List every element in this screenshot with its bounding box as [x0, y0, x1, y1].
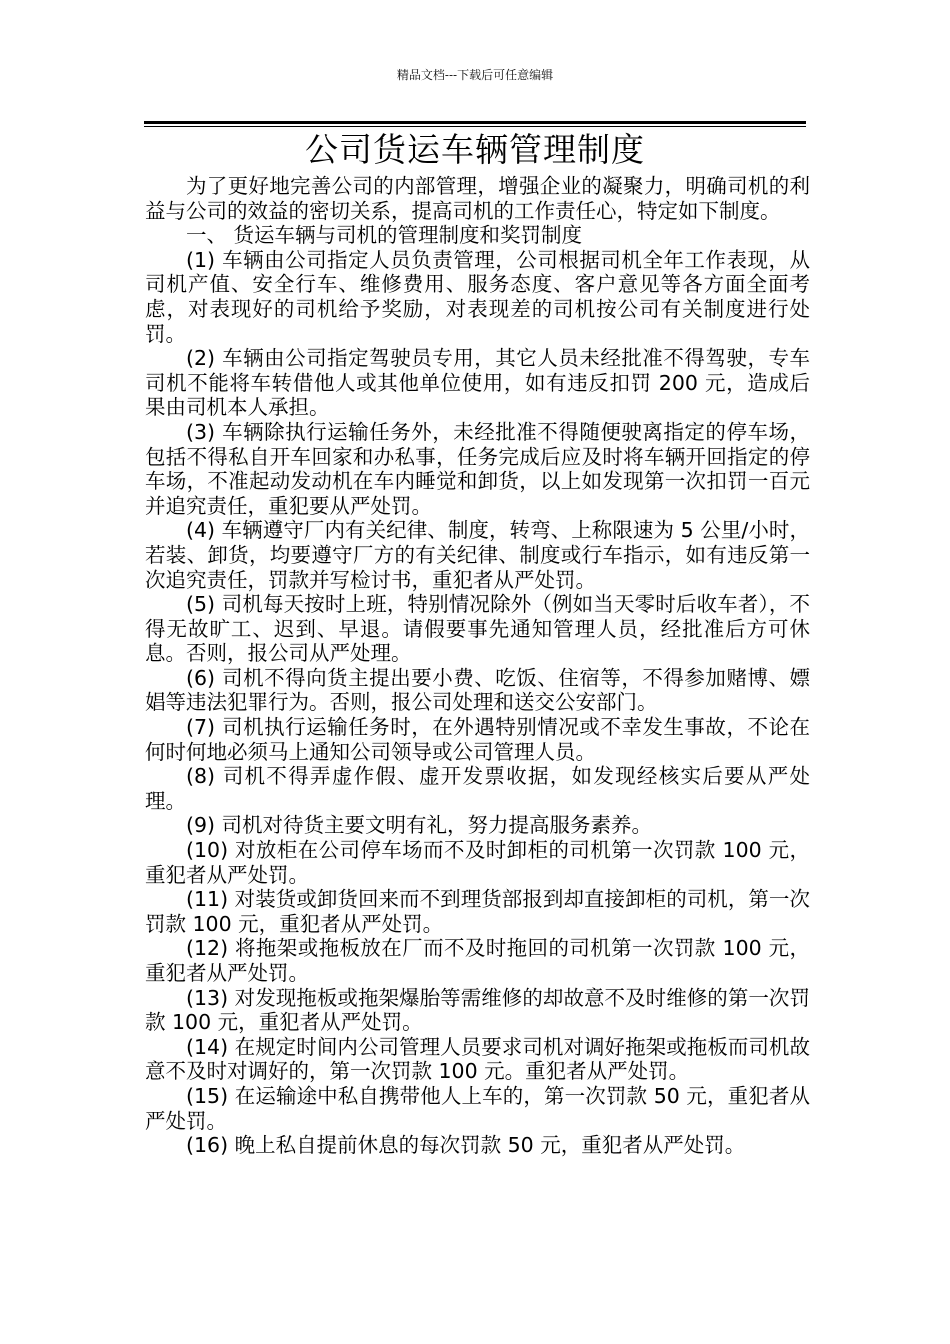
- rule-item-15: (15) 在运输途中私自携带他人上车的，第一次罚款 50 元，重犯者从严处罚。: [145, 1083, 810, 1133]
- document-body: [145, 174, 810, 1158]
- rule-item-7: (7) 司机执行运输任务时，在外遇特别情况或不幸发生事故，不论在何时何地必须马上通知公司领导或公司管理人员。: [145, 715, 810, 764]
- rule-item-14: (14) 在规定时间内公司管理人员要求司机对调好拖架或拖板而司机故意不及时对调好的，第一次罚款 100 元。重犯者从严处罚。: [145, 1034, 810, 1084]
- rule-item-1: (1) 车辆由公司指定人员负责管理，公司根据司机全年工作表现，从司机产值、安全行车、维修费用、服务态度、客户意见等各方面全面考虑，对表现好的司机给予奖励，对表现差的司机按公司有关制度进行处罚。: [145, 247, 810, 346]
- rule-item-12: (12) 将拖架或拖板放在厂而不及时拖回的司机第一次罚款 100 元，重犯者从严处罚。: [145, 936, 810, 985]
- header-rule-thin: [144, 126, 806, 127]
- section-heading: 一、 货运车辆与司机的管理制度和奖罚制度: [186, 223, 583, 248]
- rule-item-4: (4) 车辆遵守厂内有关纪律、制度，转弯、上称限速为 5 公里/小时，若装、卸货，均要遵守厂方的有关纪律、制度或行车指示，如有违反第一次追究责任，罚款并写检讨书，重犯者从严处罚。: [145, 518, 810, 592]
- intro-paragraph: 为了更好地完善公司的内部管理，增强企业的凝聚力，明确司机的利益与公司的效益的密切关系，提高司机的工作责任心，特定如下制度。: [145, 174, 810, 223]
- rule-item-3: (3) 车辆除执行运输任务外，未经批准不得随便驶离指定的停车场，包括不得私自开车回家和办私事，任务完成后应及时将车辆开回指定的停车场，不准起动发动机在车内睡觉和卸货，以上如发现第一次扣罚一百元并追究责任，重犯要从严处罚。: [145, 419, 810, 518]
- rule-item-9: (9) 司机对待货主要文明有礼，努力提高服务素养。: [186, 813, 653, 838]
- rule-item-11: (11) 对装货或卸货回来而不到理货部报到却直接卸柜的司机，第一次罚款 100 元，重犯者从严处罚。: [145, 887, 810, 936]
- header-rule-thick: [144, 121, 806, 124]
- rule-item-10: (10) 对放柜在公司停车场而不及时卸柜的司机第一次罚款 100 元，重犯者从严处罚。: [145, 838, 810, 887]
- rule-item-6: (6) 司机不得向货主提出要小费、吃饭、住宿等，不得参加赌博、嫖娼等违法犯罪行为。否则，报公司处理和送交公安部门。: [145, 665, 810, 715]
- rule-item-16: (16) 晚上私自提前休息的每次罚款 50 元，重犯者从严处罚。: [186, 1133, 746, 1158]
- page-header-note: 精品文档---下载后可任意编辑: [396, 68, 554, 82]
- rule-item-8: (8) 司机不得弄虚作假、虚开发票收据，如发现经核实后要从严处理。: [145, 764, 810, 813]
- rule-item-2: (2) 车辆由公司指定驾驶员专用，其它人员未经批准不得驾驶，专车司机不能将车转借他人或其他单位使用，如有违反扣罚 200 元，造成后果由司机本人承担。: [145, 346, 810, 420]
- rule-item-13: (13) 对发现拖板或拖架爆胎等需维修的却故意不及时维修的第一次罚款 100 元，重犯者从严处罚。: [145, 985, 810, 1035]
- document-title: 公司货运车辆管理制度: [305, 130, 645, 169]
- rule-item-5: (5) 司机每天按时上班，特别情况除外（例如当天零时后收车者），不得无故旷工、迟到、早退。请假要事先通知管理人员，经批准后方可休息。否则，报公司从严处理。: [145, 592, 810, 666]
